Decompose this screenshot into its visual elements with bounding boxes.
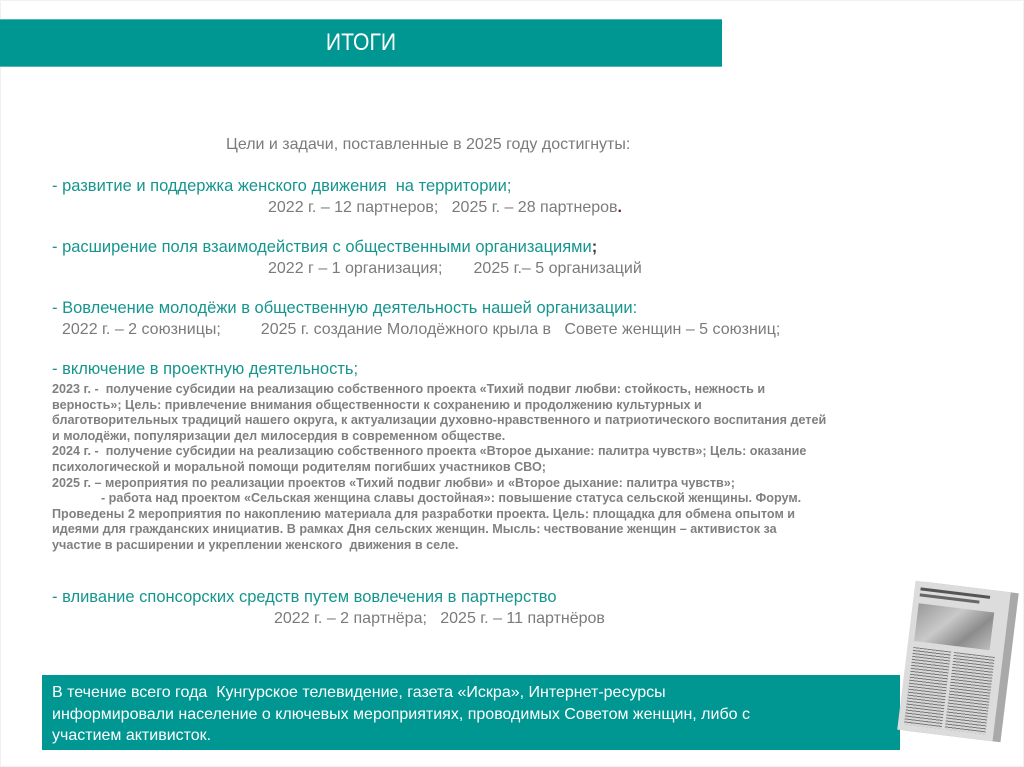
detail-line: психологической и моральной помощи родителям погибших участников СВО; xyxy=(52,459,546,474)
goal-heading-5 xyxy=(52,588,557,607)
newspaper-photo xyxy=(914,603,994,650)
goal-heading-2 xyxy=(52,238,597,257)
detail-line: верность»; Цель: привлечение внимания общественности к сохранению и продолжению культурных и xyxy=(52,397,702,412)
goal-heading-text: - вливание спонсорских средств путем вовлечения в партнерство xyxy=(52,588,557,606)
project-details xyxy=(52,382,952,554)
info-line: участием активисток. xyxy=(52,727,212,744)
goal-stat-2 xyxy=(268,260,642,278)
goal-heading-text: - включение в проектную деятельность; xyxy=(52,360,359,378)
goal-heading-4 xyxy=(52,360,358,379)
page-title: ИТОГИ xyxy=(325,29,397,56)
detail-line: 2024 г. - получение субсидии на реализацию собственного проекта «Второе дыхание: палитра чувств»; Цель: оказание xyxy=(52,444,807,459)
info-line: информировали население о ключевых мероприятиях, проводимых Советом женщин, либо с xyxy=(52,705,750,723)
goal-stat-1 xyxy=(268,199,622,217)
detail-line: Проведены 2 мероприятия по накоплению материала для разработки проекта. Цель: площадка для обмена опытом и xyxy=(52,506,795,521)
goal-stat-text: 2022 г. – 12 партнеров; 2025 г. – 28 партнеров xyxy=(268,199,618,216)
goal-stat-text: 2022 г – 1 организация; 2025 г.– 5 организаций xyxy=(268,260,642,277)
detail-line: идеями для гражданских инициатив. В рамках Дня сельских женщин. Мысль: чествование женщин – активисток за xyxy=(52,522,777,537)
detail-line: благотворительных традиций нашего округа, к актуализации духовно-нравственного и патриотического воспитания детей xyxy=(52,413,827,428)
info-box xyxy=(42,675,900,750)
info-text xyxy=(52,682,892,747)
detail-line: участие в расширении и укреплении женского движения в селе. xyxy=(52,537,459,552)
goal-stat-3 xyxy=(62,321,780,339)
info-line: В течение всего года Кунгурское телевидение, газета «Искра», Интернет-ресурсы xyxy=(52,684,666,701)
goal-heading-1 xyxy=(52,177,511,196)
title-banner xyxy=(0,19,722,67)
intro-text: Цели и задачи, поставленные в 2025 году достигнуты: xyxy=(226,136,631,153)
goal-heading-text: - развитие и поддержка женского движения на территории; xyxy=(52,177,512,195)
detail-line: 2023 г. - получение субсидии на реализацию собственного проекта «Тихий подвиг любви: стойкость, нежность и xyxy=(52,382,766,396)
goal-heading-text: - Вовлечение молодёжи в общественную деятельность нашей организации: xyxy=(52,299,638,317)
detail-line: - работа над проектом «Сельская женщина славы достойная»: повышение статуса сельской женщины. Форум. xyxy=(52,491,802,506)
goal-stat-text: 2022 г. – 2 партнёра; 2025 г. – 11 партнёров xyxy=(274,610,605,627)
goal-stat-5 xyxy=(274,610,605,628)
detail-line: 2025 г. – мероприятия по реализации проектов «Тихий подвиг любви» и «Второе дыхание: палитра чувств»; xyxy=(52,475,735,490)
goal-stat-text: 2022 г. – 2 союзницы; 2025 г. создание Молодёжного крыла в Совете женщин – 5 союзниц; xyxy=(62,321,781,338)
detail-line: и молодёжи, популяризации дел милосердия в современном обществе. xyxy=(52,428,506,443)
goal-heading-text: - расширение поля взаимодействия с общественными организациями xyxy=(52,238,592,256)
newspaper-image xyxy=(897,581,1011,742)
stat-suffix: . xyxy=(617,199,622,216)
heading-suffix: ; xyxy=(591,238,598,256)
goal-heading-3 xyxy=(52,299,637,318)
